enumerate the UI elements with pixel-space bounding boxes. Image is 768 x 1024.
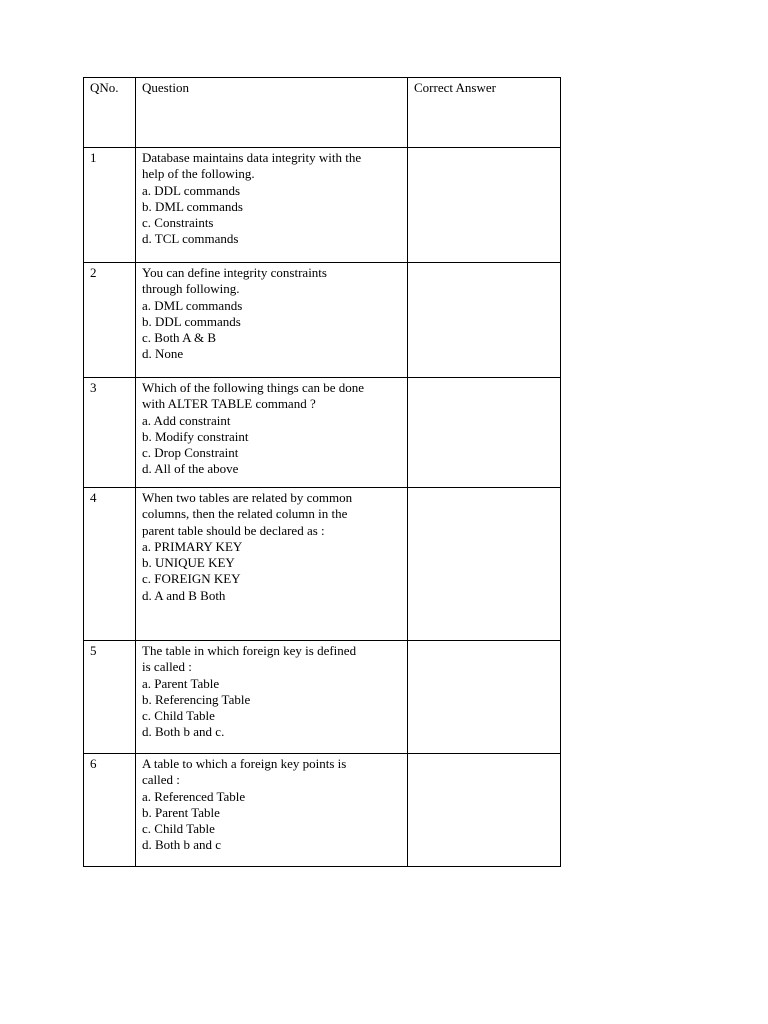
question-line: When two tables are related by common [142, 490, 353, 505]
correct-answer-cell [408, 754, 561, 867]
option-c: c. Child Table [142, 708, 215, 724]
question-text [136, 641, 408, 754]
question-line: is called : [142, 659, 192, 675]
question-text [136, 378, 408, 488]
table-row [84, 641, 561, 754]
option-d: d. Both b and c [142, 837, 222, 853]
question-line: You can define integrity constraints [142, 265, 327, 280]
option-b: b. DDL commands [142, 313, 241, 329]
question-number: 6 [84, 754, 136, 867]
question-line: with ALTER TABLE command ? [142, 396, 316, 412]
question-line: The table in which foreign key is defined [142, 643, 357, 658]
question-line: called : [142, 772, 180, 788]
question-number: 2 [84, 263, 136, 378]
question-line: Database maintains data integrity with the [142, 150, 362, 165]
question-text [136, 488, 408, 641]
question-line: A table to which a foreign key points is [142, 756, 347, 771]
question-number: 1 [84, 148, 136, 263]
question-line: columns, then the related column in the [142, 506, 348, 522]
question-line: parent table should be declared as : [142, 522, 325, 538]
option-d: d. None [142, 346, 184, 362]
question-text [136, 263, 408, 378]
question-text [136, 754, 408, 867]
option-a: a. Parent Table [142, 675, 220, 691]
table-row [84, 378, 561, 488]
correct-answer-cell [408, 488, 561, 641]
header-correct-answer: Correct Answer [408, 78, 561, 148]
option-b: b. Modify constraint [142, 428, 249, 444]
question-number: 3 [84, 378, 136, 488]
option-b: b. DML commands [142, 198, 243, 214]
question-number: 5 [84, 641, 136, 754]
correct-answer-cell [408, 641, 561, 754]
question-line: Which of the following things can be done [142, 380, 365, 395]
option-b: b. UNIQUE KEY [142, 555, 235, 571]
option-c: c. Both A & B [142, 330, 217, 346]
table-row [84, 754, 561, 867]
option-b: b. Referencing Table [142, 691, 251, 707]
question-text [136, 148, 408, 263]
option-c: c. Drop Constraint [142, 445, 239, 461]
table-header-row [84, 78, 561, 148]
correct-answer-cell [408, 148, 561, 263]
option-a: a. PRIMARY KEY [142, 538, 243, 554]
option-a: a. DDL commands [142, 182, 241, 198]
option-d: d. TCL commands [142, 231, 239, 247]
header-qno: QNo. [84, 78, 136, 148]
table-row [84, 148, 561, 263]
option-c: c. Child Table [142, 821, 215, 837]
option-c: c. Constraints [142, 215, 214, 231]
header-question: Question [136, 78, 408, 148]
option-c: c. FOREIGN KEY [142, 571, 241, 587]
table-row [84, 488, 561, 641]
quiz-sheet [83, 77, 560, 867]
question-line: through following. [142, 281, 240, 297]
option-a: a. Referenced Table [142, 788, 246, 804]
option-a: a. DML commands [142, 297, 243, 313]
option-d: d. A and B Both [142, 587, 226, 603]
correct-answer-cell [408, 378, 561, 488]
option-a: a. Add constraint [142, 412, 231, 428]
question-line: help of the following. [142, 166, 255, 182]
correct-answer-cell [408, 263, 561, 378]
option-b: b. Parent Table [142, 804, 220, 820]
option-d: d. Both b and c. [142, 724, 225, 740]
table-row [84, 263, 561, 378]
question-number: 4 [84, 488, 136, 641]
option-d: d. All of the above [142, 461, 239, 477]
question-table [83, 77, 561, 867]
